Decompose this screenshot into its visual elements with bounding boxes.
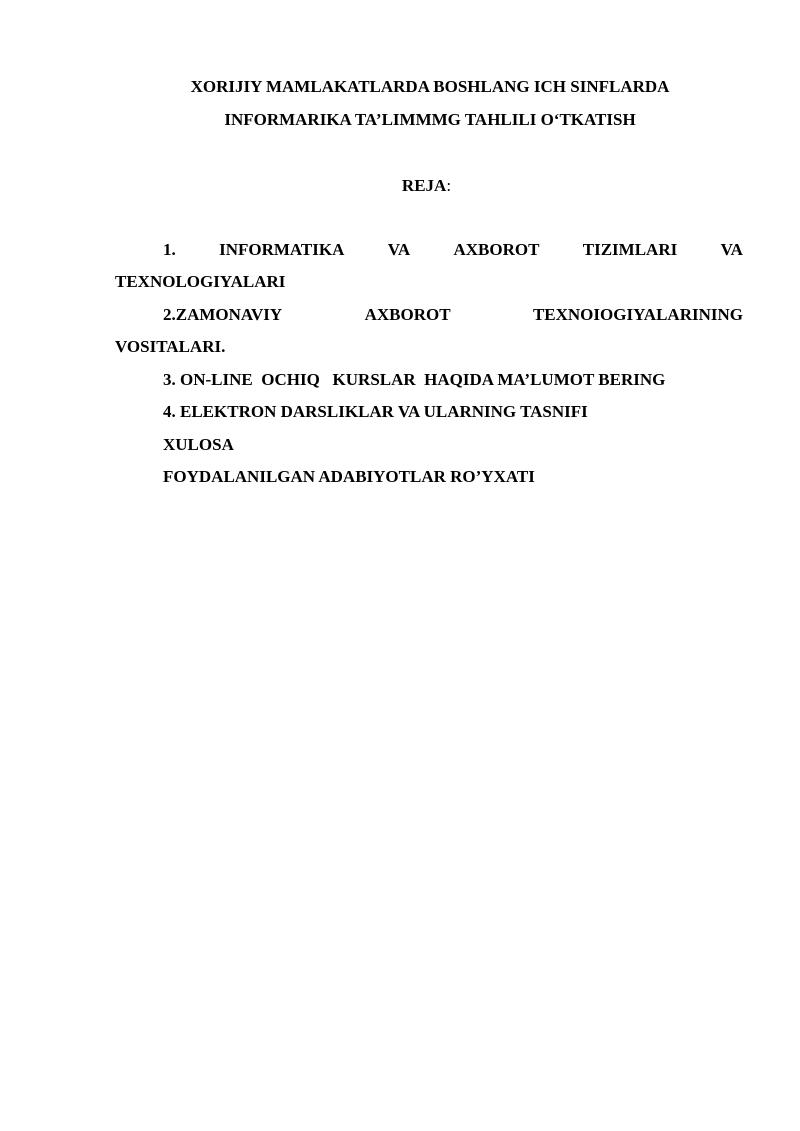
plan-item-1-word: AXBOROT [453, 240, 540, 259]
plan-item-2-word: 2.ZAMONAVIY [163, 305, 283, 324]
plan-item-2 [163, 305, 743, 325]
plan-item-2-word: TEXNOIOGIYALARINING [532, 305, 743, 324]
plan-item-conclusion: XULOSA [163, 435, 234, 454]
document-title-line-1: XORIJIY MAMLAKATLARDA BOSHLANG ICH SINFLARDA [190, 77, 670, 96]
plan-item-1-word: TIZIMLARI [582, 240, 678, 259]
plan-heading-text: REJA [401, 176, 447, 195]
plan-item-references: FOYDALANILGAN ADABIYOTLAR RO’YXATI [163, 467, 535, 486]
plan-item-1-word: VA [387, 240, 411, 259]
plan-item-1-word: 1. [163, 240, 176, 259]
plan-heading [0, 176, 800, 196]
plan-item-1-word: VA [720, 240, 743, 259]
plan-item-1-word: INFORMATIKA [219, 240, 345, 259]
plan-item-2-word: AXBOROT [364, 305, 451, 324]
plan-item-1-continuation: TEXNOLOGIYALARI [115, 272, 286, 291]
plan-item-3: 3. ON-LINE OCHIQ KURSLAR HAQIDA MA’LUMOT BERING [163, 370, 666, 389]
plan-item-2-continuation: VOSITALARI. [115, 337, 226, 356]
plan-item-4: 4. ELEKTRON DARSLIKLAR VA ULARNING TASNIFI [163, 402, 588, 421]
plan-item-1 [163, 240, 743, 260]
document-title-line-2: INFORMARIKA TA’LIMMMG TAHLILI O‘TKATISH [224, 110, 636, 129]
plan-heading-colon: : [446, 176, 452, 195]
